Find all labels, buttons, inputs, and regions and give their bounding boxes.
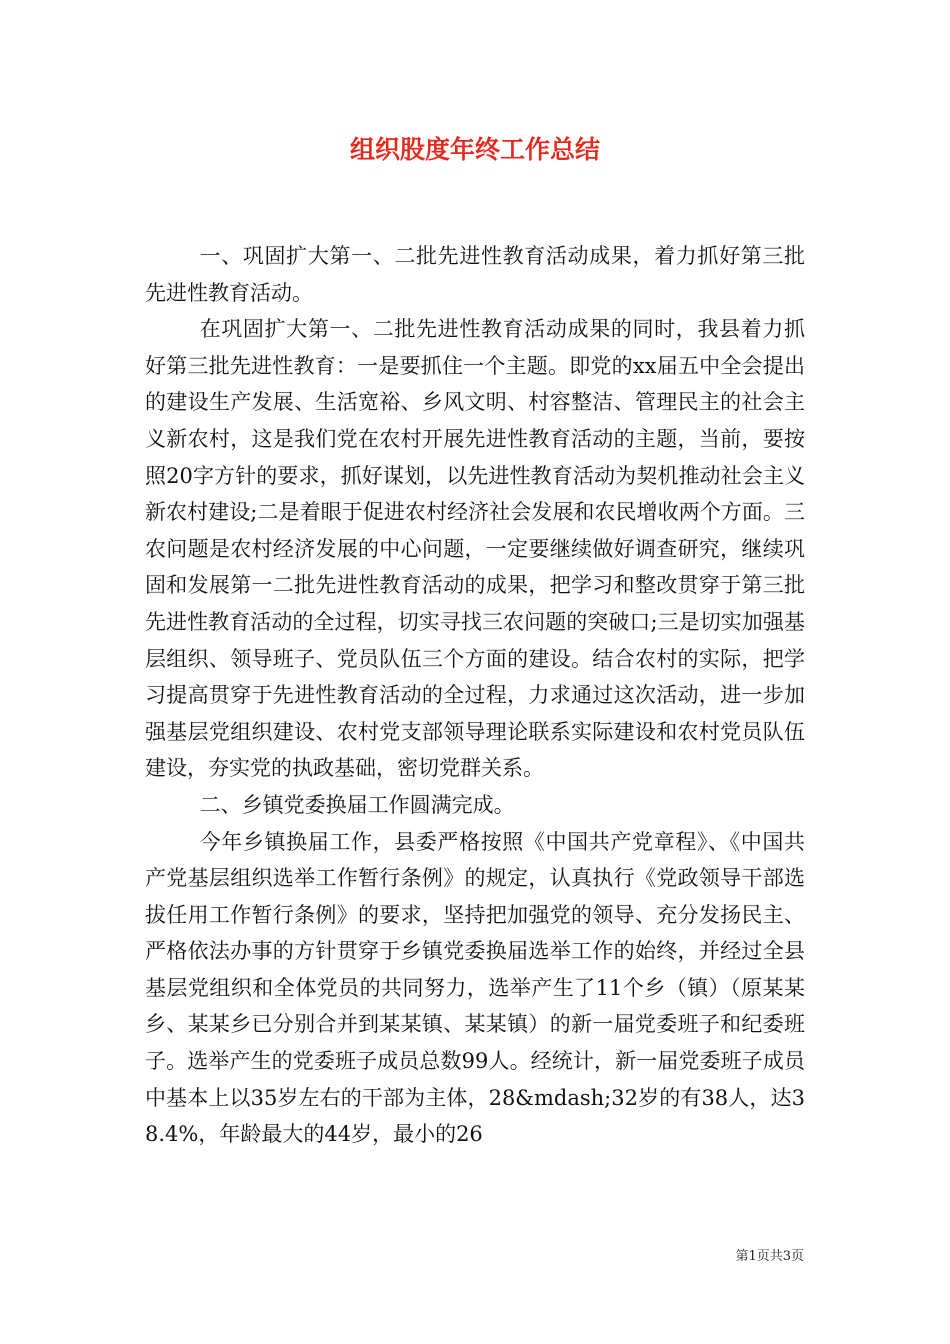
page-number: 第1页共3页 [735, 1249, 804, 1264]
paragraph-1: 在巩固扩大第一、二批先进性教育活动成果的同时，我县着力抓好第三批先进性教育：一是要抓住一个主题。即党的xx届五中全会提出的建设生产发展、生活宽裕、乡风文明、村容整洁、管理民主的社会主义新农村，这是我们党在农村开展先进性教育活动的主题，当前，要按照20字方针的要求，抓好谋划，以先进性教育活动为契机推动社会主义新农村建设;二是着眼于促进农村经济社会发展和农民增收两个方面。三农问题是农村经济发展的中心问题，一定要继续做好调查研究，继续巩固和发展第一二批先进性教育活动的成果，把学习和整改贯穿于第三批先进性教育活动的全过程，切实寻找三农问题的突破口;三是切实加强基层组织、领导班子、党员队伍三个方面的建设。结合农村的实际，把学习提高贯穿于先进性教育活动的全过程，力求通过这次活动，进一步加强基层党组织建设、农村党支部领导理论联系实际建设和农村党员队伍建设，夯实党的执政基础，密切党群关系。 [145, 317, 805, 781]
paragraph-2: 今年乡镇换届工作，县委严格按照《中国共产党章程》、《中国共产党基层组织选举工作暂行条例》的规定，认真执行《党政领导干部选拔任用工作暂行条例》的要求，坚持把加强党的领导、充分发扬民主、严格依法办事的方针贯穿于乡镇党委换届选举工作的始终，并经过全县基层党组织和全体党员的共同努力，选举产生了11个乡（镇）（原某某乡、某某乡已分别合并到某某镇、某某镇）的新一届党委班子和纪委班子。选举产生的党委班子成员总数99人。经统计，新一届党委班子成员中基本上以35岁左右的干部为主体，28&mdash;32岁的有38人，达38.4%，年龄最大的44岁，最小的26 [145, 829, 805, 1147]
paragraph-heading-1: 一、巩固扩大第一、二批先进性教育活动成果，着力抓好第三批先进性教育活动。 [145, 244, 805, 305]
paragraph-heading-2: 二、乡镇党委换届工作圆满完成。 [199, 792, 515, 817]
document-body [145, 238, 805, 1153]
document-title: 组织股度年终工作总结 [349, 135, 600, 164]
